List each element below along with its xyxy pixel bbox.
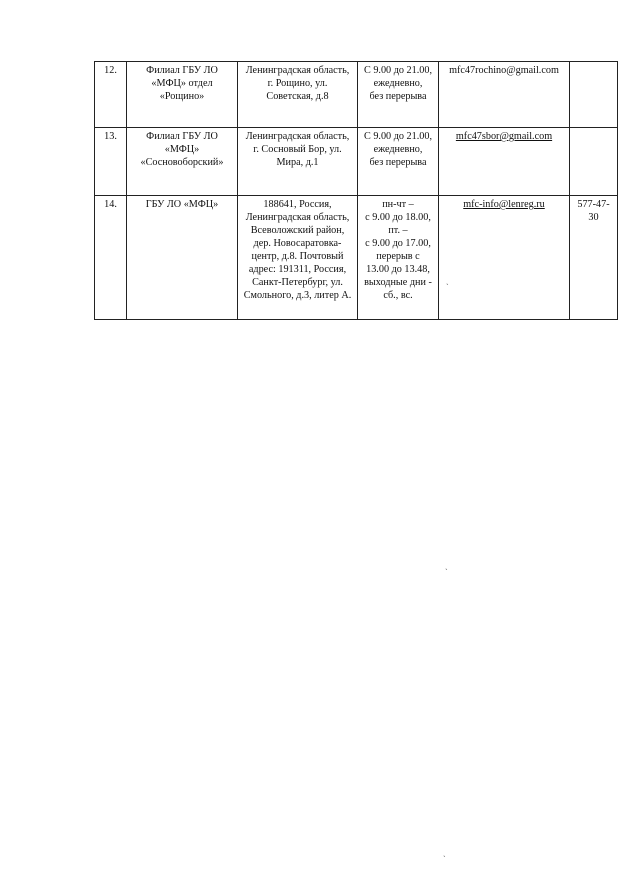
office-phone	[570, 128, 618, 196]
email-link[interactable]: mfc47sbor@gmail.com	[455, 131, 553, 142]
scan-speck: ˎ	[443, 848, 446, 857]
office-phone	[570, 62, 618, 128]
office-phone: 577-47- 30	[570, 196, 618, 320]
office-email-cell	[439, 62, 570, 128]
office-name: Филиал ГБУ ЛО «МФЦ» отдел «Рощино»	[127, 62, 238, 128]
office-name: Филиал ГБУ ЛО «МФЦ» «Сосновоборский»	[127, 128, 238, 196]
scan-speck: ˎ	[446, 276, 449, 285]
email-link[interactable]: mfc47rochino@gmail.com	[449, 65, 559, 76]
row-number: 13.	[95, 128, 127, 196]
office-address: Ленинградская область, г. Рощино, ул. Советская, д.8	[238, 62, 358, 128]
office-name: ГБУ ЛО «МФЦ»	[127, 196, 238, 320]
row-number: 12.	[95, 62, 127, 128]
office-email-cell	[439, 196, 570, 320]
scan-speck: ˎ	[445, 561, 448, 570]
offices-table	[94, 61, 618, 320]
table-row	[95, 196, 618, 320]
office-hours: С 9.00 до 21.00, ежедневно, без перерыва	[358, 62, 439, 128]
email-link[interactable]: mfc-info@lenreg.ru	[463, 199, 545, 210]
office-email-cell	[439, 128, 570, 196]
office-hours: пн-чт – с 9.00 до 18.00, пт. – с 9.00 до 17.00, перерыв с 13.00 до 13.48, выходные дни - сб., вс.	[358, 196, 439, 320]
office-address: Ленинградская область, г. Сосновый Бор, ул. Мира, д.1	[238, 128, 358, 196]
table-row	[95, 62, 618, 128]
table-row	[95, 128, 618, 196]
office-hours: С 9.00 до 21.00, ежедневно, без перерыва	[358, 128, 439, 196]
office-address: 188641, Россия, Ленинградская область, Всеволожский район, дер. Новосаратовка- центр, д.8. Почтовый адрес: 191311, Россия, Санкт-Петербург, ул. Смольного, д.3, литер А.	[238, 196, 358, 320]
row-number: 14.	[95, 196, 127, 320]
